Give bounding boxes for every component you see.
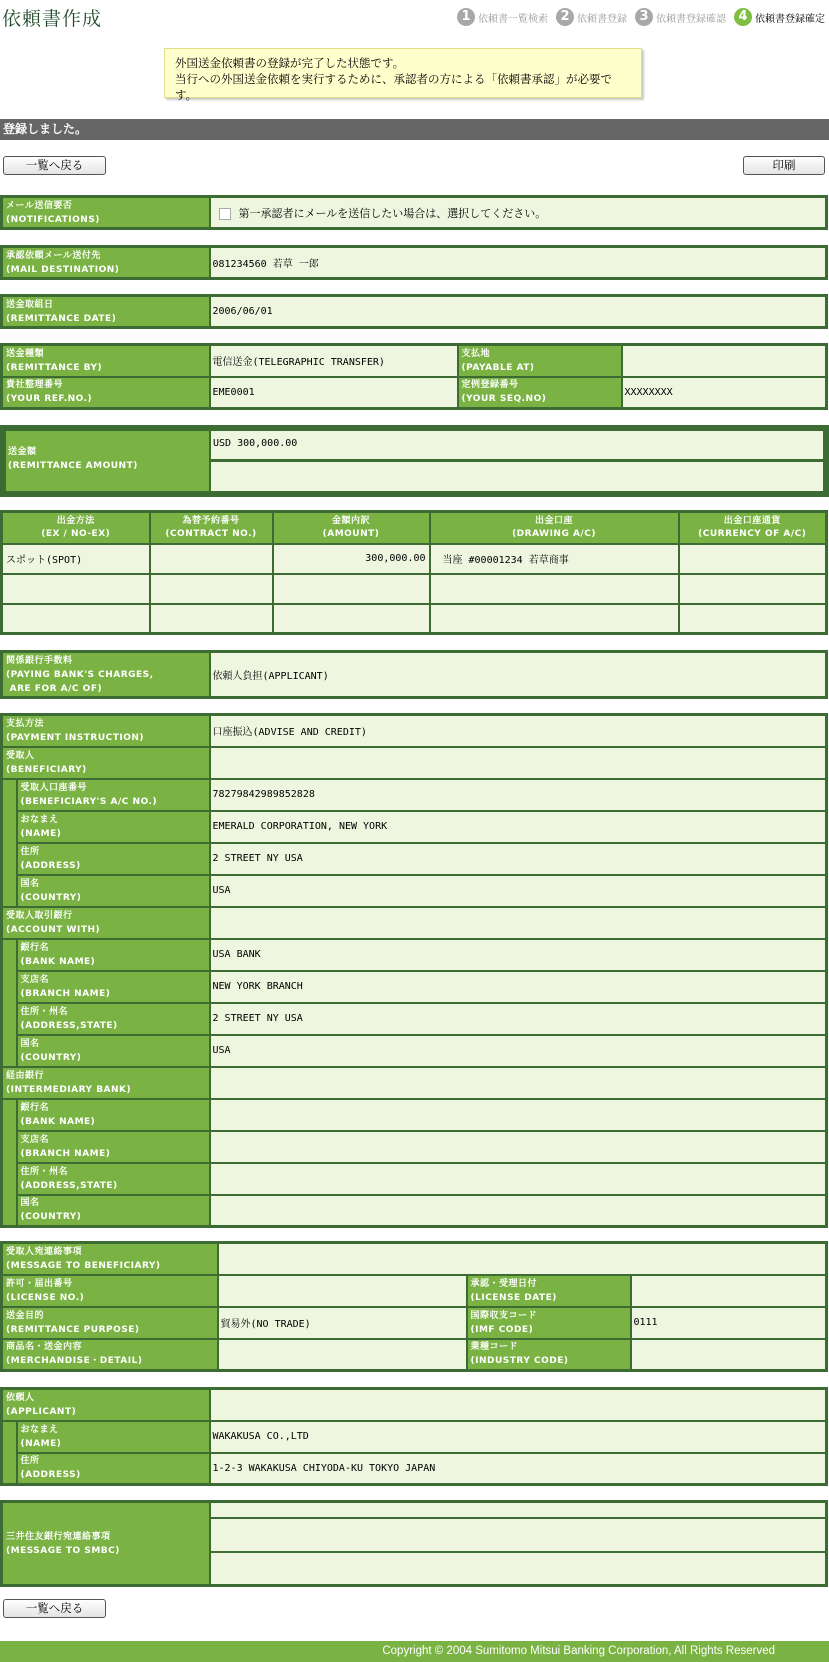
label-jp: 支払方法 [6,718,45,729]
applicant-table [0,1387,828,1486]
grid-header-row [2,512,827,544]
messages-table [0,1241,828,1372]
charges-label [2,652,210,698]
label-en: (IMF CODE) [470,1324,534,1335]
mail-destination-value: 081234560 若草 一郎 [210,247,827,279]
intermediary-label [2,1067,210,1099]
grid-header-contract [150,512,273,544]
back-to-list-button[interactable]: 一覧へ戻る [3,156,106,175]
applicant-name-value: WAKAKUSA CO.,LTD [210,1421,827,1453]
label-en: (NAME) [20,828,62,839]
beneficiary-label [2,747,210,779]
account-with-label [2,907,210,939]
remittance-by-value: 電信送金(TELEGRAPHIC TRANSFER) [210,345,458,377]
label-jp: 住所 [20,846,40,857]
step-1-label: 依頼書一覧検索 [478,13,548,25]
header-jp: 為替予約番号 [182,515,240,526]
aw-country-label [17,1035,210,1067]
aw-country-value: USA [210,1035,827,1067]
license-date-label [467,1275,631,1307]
charges-value: 依頼人負担(APPLICANT) [210,652,827,698]
label-en: (LICENSE DATE) [470,1292,557,1303]
beneficiary-address-label [17,843,210,875]
table-row [2,544,827,574]
label-en: (LICENSE NO.) [6,1292,85,1303]
aw-bank-label [17,939,210,971]
grid-cell [273,604,430,634]
label-en: (MERCHANDISE・DETAIL) [6,1356,143,1367]
grid-cell [679,544,827,574]
im-branch-label [17,1131,210,1163]
smbc-message-line-3 [210,1552,827,1586]
notifications-value [210,197,827,229]
status-bar: 登録しました。 [0,119,829,140]
grid-cell [150,544,273,574]
grid-cell [430,604,679,634]
label-en: (NAME) [20,1438,62,1449]
merchandise-label [2,1339,218,1371]
label-en: (MESSAGE TO SMBC) [6,1545,120,1556]
label-jp: 支店名 [20,974,50,985]
label-en: (BRANCH NAME) [20,1148,111,1159]
indent-bar [2,1421,17,1485]
label-en: (COUNTRY) [20,1212,82,1223]
mail-destination-label [2,247,210,279]
label-jp: 受取人 [6,750,35,761]
label-jp: 三井住友銀行宛連絡事項 [6,1531,111,1542]
beneficiary-name-label [17,811,210,843]
label-en: (NOTIFICATIONS) [6,214,100,225]
label-jp: 貴社整理番号 [6,380,64,391]
purpose-label [2,1307,218,1339]
label-jp: 承認依頼メール送付先 [6,250,101,261]
label-en: (MAIL DESTINATION) [6,264,120,275]
header-en: (EX / NO-EX) [41,528,111,539]
indent-bar [2,779,17,907]
label-jp: 許可・届出番号 [6,1278,73,1289]
im-bank-value [210,1099,827,1131]
merchandise-value [218,1339,467,1371]
label-jp: 関係銀行手数料 [6,655,73,666]
label-jp: 国名 [20,878,40,889]
beneficiary-ac-label [17,779,210,811]
notice-line-2: 当行への外国送金依頼を実行するために、承認者の方による「依頼書承認」が必要です。 [175,72,612,102]
payable-at-label [458,345,622,377]
remittance-amount-value: USD 300,000.00 [211,431,823,459]
label-en: (APPLICANT) [6,1406,77,1417]
indent-bar [2,939,17,1067]
label-jp: 住所・州名 [20,1006,69,1017]
account-with-value [210,907,827,939]
label-en: (YOUR REF.NO.) [6,394,93,405]
payment-instruction-label [2,715,210,747]
grid-header-drawing [430,512,679,544]
step-2-label: 依頼書登録 [577,13,627,25]
label-jp: 経由銀行 [6,1070,45,1081]
label-en: (REMITTANCE AMOUNT) [8,461,138,471]
label-jp: おなまえ [20,814,59,825]
label-jp: 支払地 [461,348,491,359]
imf-code-value: 0111 [631,1307,827,1339]
notifications-label [2,197,210,229]
step-2 [556,8,627,26]
label-jp: おなまえ [20,1424,59,1435]
applicant-label [2,1389,210,1421]
grid-cell: 当座 #00001234 若草商事 [430,544,679,574]
step-3-label: 依頼書登録確認 [656,13,726,25]
notifications-table [0,195,828,230]
remittance-date-table [0,294,828,329]
imf-code-label [467,1307,631,1339]
label-jp: 承認・受理日付 [470,1278,538,1289]
label-en: (REMITTANCE DATE) [6,313,117,324]
label-jp: 送金取組日 [6,299,54,310]
im-bank-label [17,1099,210,1131]
remittance-date-label [2,296,210,328]
label-en: (YOUR SEQ.NO) [461,394,547,405]
step-4-number: 4 [734,8,752,26]
message-to-beneficiary-value [218,1243,827,1275]
label-jp: 銀行名 [20,942,50,953]
notify-checkbox-text: 第一承認者にメールを送信したい場合は、選択してください。 [238,206,547,220]
label-en: (ACCOUNT WITH) [6,924,101,935]
label-jp: 国名 [20,1198,40,1209]
beneficiary-value [210,747,827,779]
payment-instruction-value: 口座振込(ADVISE AND CREDIT) [210,715,827,747]
mail-destination-table [0,245,828,280]
back-to-list-button-bottom[interactable]: 一覧へ戻る [3,1599,106,1618]
aw-address-label [17,1003,210,1035]
grid-cell [430,574,679,604]
table-row [2,574,827,604]
industry-code-value [631,1339,827,1371]
label-en: (COUNTRY) [20,892,82,903]
grid-cell: 300,000.00 [273,544,430,574]
grid-header-amount [273,512,430,544]
label-en: (ADDRESS,STATE) [20,1020,118,1031]
remittance-type-table [0,343,828,410]
step-3 [635,8,726,26]
license-no-label [2,1275,218,1307]
label-jp: 受取人口座番号 [20,782,88,793]
step-1 [457,8,548,26]
im-country-value [210,1195,827,1227]
remittance-amount-extra [211,462,823,491]
grid-cell [2,604,150,634]
header-jp: 金額内訳 [331,515,370,526]
notice-line-1: 外国送金依頼書の登録が完了した状態です。 [175,56,405,70]
label-jp: 依頼人 [6,1392,35,1403]
aw-bank-value: USA BANK [210,939,827,971]
label-en: (BENEFICIARY) [6,764,87,775]
applicant-name-label [17,1421,210,1453]
your-ref-label [2,377,210,409]
grid-cell [273,574,430,604]
beneficiary-address-value: 2 STREET NY USA [210,843,827,875]
label-jp: 定例登録番号 [461,380,519,391]
grid-cell [2,574,150,604]
grid-cell: スポット(SPOT) [2,544,150,574]
label-en: (PAYING BANK'S CHARGES, [6,669,154,680]
applicant-address-label [17,1453,210,1485]
remittance-by-label [2,345,210,377]
label-en: (ADDRESS,STATE) [20,1180,118,1191]
grid-cell [150,604,273,634]
label-en: (PAYMENT INSTRUCTION) [6,732,145,743]
smbc-message-line-2 [210,1518,827,1552]
progress-steps [457,8,825,26]
purpose-value: 貿易外(NO TRADE) [218,1307,467,1339]
aw-branch-value: NEW YORK BRANCH [210,971,827,1003]
label-en: (INDUSTRY CODE) [470,1356,569,1367]
charges-table [0,650,828,699]
aw-address-value: 2 STREET NY USA [210,1003,827,1035]
label-jp: 銀行名 [20,1102,50,1113]
header-en: (CURRENCY OF A/C) [698,528,807,539]
remittance-date-value: 2006/06/01 [210,296,827,328]
grid-header-currency [679,512,827,544]
print-button[interactable]: 印刷 [743,156,825,175]
im-branch-value [210,1131,827,1163]
label-en: (INTERMEDIARY BANK) [6,1084,132,1095]
label-jp: 国名 [20,1038,40,1049]
label-en-2: ARE FOR A/C OF) [6,683,103,694]
label-en: (BRANCH NAME) [20,988,111,999]
label-jp: 支店名 [20,1134,50,1145]
license-date-value [631,1275,827,1307]
header-jp: 出金口座通貨 [723,515,781,526]
your-seq-label [458,377,622,409]
header-jp: 出金口座 [534,515,573,526]
your-ref-value: EME0001 [210,377,458,409]
grid-cell [150,574,273,604]
step-3-number: 3 [635,8,653,26]
step-4 [734,8,825,26]
page-title: 依頼書作成 [2,8,103,30]
grid-cell [679,604,827,634]
label-en: (PAYABLE AT) [461,362,535,373]
beneficiary-country-value: USA [210,875,827,907]
label-en: (BANK NAME) [20,1116,96,1127]
aw-branch-label [17,971,210,1003]
label-jp: 業種コード [470,1342,519,1353]
license-no-value [218,1275,467,1307]
applicant-value [210,1389,827,1421]
smbc-message-label [2,1502,210,1586]
label-jp: 送金種類 [6,348,45,359]
label-jp: 住所・州名 [20,1166,69,1177]
header-jp: 出金方法 [56,515,95,526]
remittance-amount-label [6,431,209,491]
beneficiary-ac-value: 78279842989852828 [210,779,827,811]
footer-copyright: Copyright © 2004 Sumitomo Mitsui Banking Corporation, All Rights Reserved [0,1641,829,1662]
label-jp: 住所 [20,1456,40,1467]
grid-cell [679,574,827,604]
label-en: (BANK NAME) [20,956,96,967]
label-en: (ADDRESS) [20,1470,81,1481]
im-country-label [17,1195,210,1227]
beneficiary-country-label [17,875,210,907]
label-en: (REMITTANCE PURPOSE) [6,1324,140,1335]
smbc-message-line-1 [210,1502,827,1519]
remittance-amount-box [0,425,829,497]
label-en: (BENEFICIARY'S A/C NO.) [20,796,158,807]
indent-bar [2,1099,17,1227]
payable-at-value [622,345,827,377]
header-en: (AMOUNT) [322,528,380,539]
message-to-beneficiary-label [2,1243,218,1275]
notice-box [164,48,642,102]
notify-checkbox[interactable] [219,208,231,220]
header-en: (CONTRACT NO.) [165,528,257,539]
drawing-grid [0,510,828,635]
smbc-message-table [0,1500,828,1587]
label-en: (REMITTANCE BY) [6,362,103,373]
label-jp: 送金額 [8,447,37,457]
label-jp: 商品名・送金内容 [6,1342,83,1353]
label-jp: 送金目的 [6,1310,45,1321]
im-address-label [17,1163,210,1195]
step-1-number: 1 [457,8,475,26]
label-en: (ADDRESS) [20,860,81,871]
label-jp: メール送信要否 [6,200,73,211]
label-jp: 受取人取引銀行 [6,910,73,921]
label-jp: 受取人宛連絡事項 [6,1246,83,1257]
table-row [2,604,827,634]
label-en: (COUNTRY) [20,1052,82,1063]
header-en: (DRAWING A/C) [512,528,596,539]
applicant-address-value: 1-2-3 WAKAKUSA CHIYODA-KU TOKYO JAPAN [210,1453,827,1485]
your-seq-value: XXXXXXXX [622,377,827,409]
beneficiary-name-value: EMERALD CORPORATION, NEW YORK [210,811,827,843]
step-4-label: 依頼書登録確定 [755,13,825,25]
label-jp: 国際収支コード [470,1310,538,1321]
im-address-value [210,1163,827,1195]
industry-code-label [467,1339,631,1371]
grid-header-ex [2,512,150,544]
step-2-number: 2 [556,8,574,26]
payment-table [0,713,828,1228]
intermediary-value [210,1067,827,1099]
label-en: (MESSAGE TO BENEFICIARY) [6,1260,161,1271]
